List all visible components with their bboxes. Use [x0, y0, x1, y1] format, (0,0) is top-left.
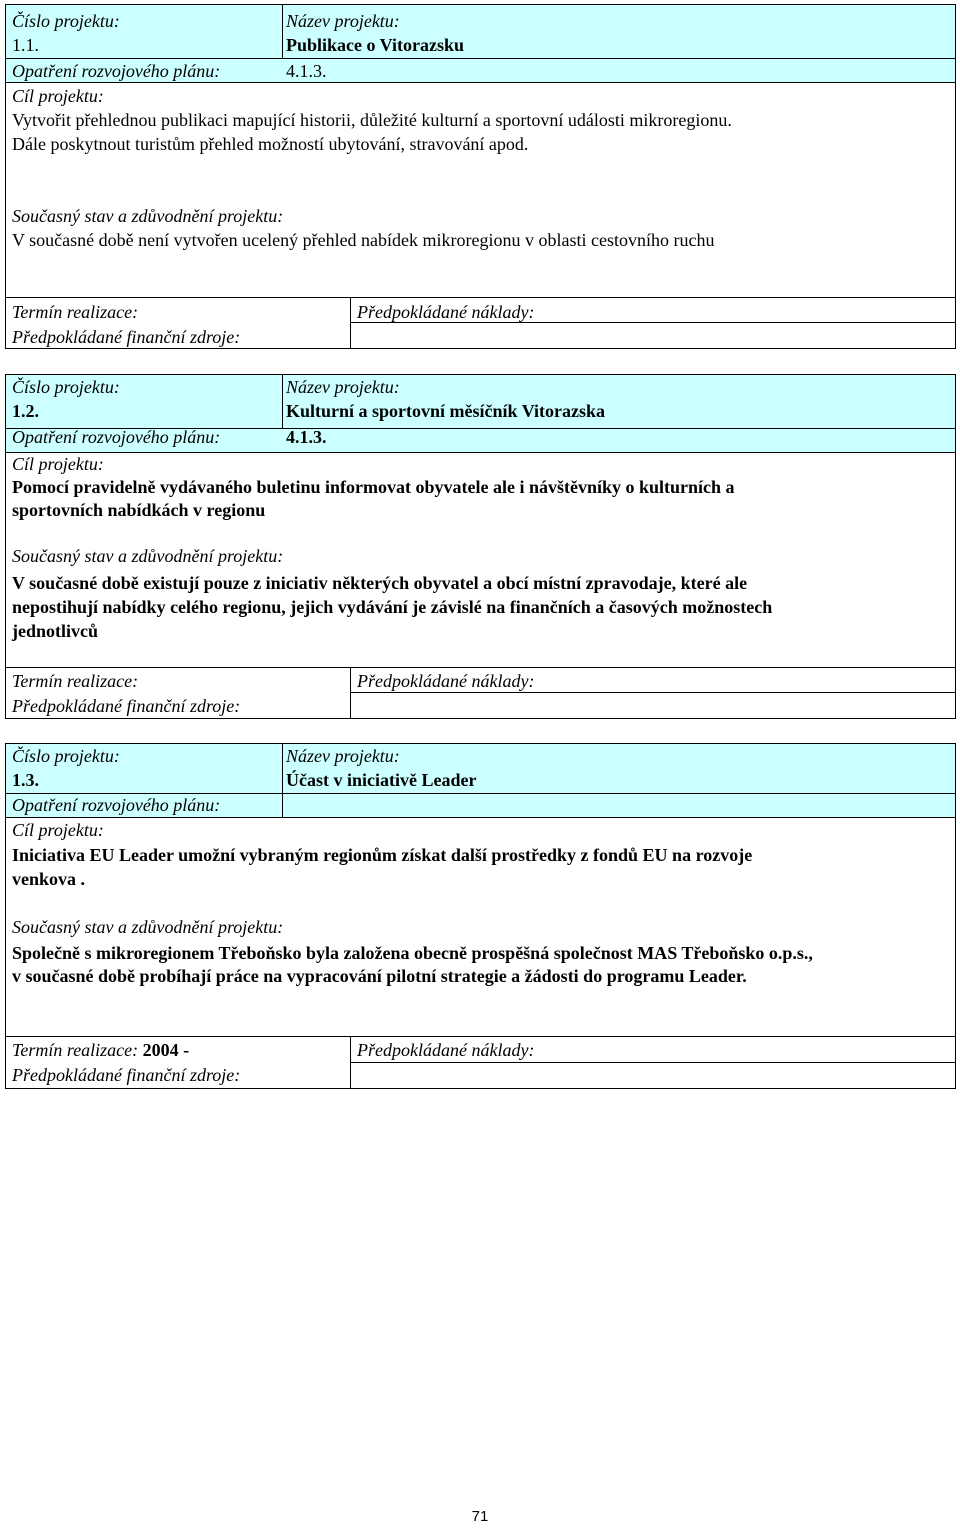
label-project-number: Číslo projektu:: [12, 746, 120, 766]
label-funding: Předpokládané finanční zdroje:: [12, 327, 241, 347]
label-state: Současný stav a zdůvodnění projektu:: [12, 206, 284, 226]
state-line: v současné době probíhají práce na vypracování pilotní strategie a žádosti do programu Leader.: [12, 966, 747, 986]
project-number: 1.3.: [12, 770, 39, 790]
state-line: nepostihují nabídky celého regionu, jejich vydávání je závislé na finančních a časových možnostech: [12, 597, 773, 617]
label-costs: Předpokládané náklady:: [357, 671, 535, 691]
label-project-number: Číslo projektu:: [12, 377, 120, 397]
label-goal: Cíl projektu:: [12, 86, 104, 106]
project-card-2: [5, 374, 956, 719]
label-measure: Opatření rozvojového plánu:: [12, 427, 221, 447]
state-line: jednotlivců: [12, 621, 99, 641]
project-name: Účast v iniciativě Leader: [286, 770, 477, 790]
project-name: Kulturní a sportovní měsíčník Vitorazska: [286, 401, 606, 421]
goal-line: Pomocí pravidelně vydávaného buletinu informovat obyvatele ale i návštěvníky o kulturních a: [12, 477, 735, 497]
label-costs: Předpokládané náklady:: [357, 1040, 535, 1060]
page-number: 71: [471, 1508, 489, 1525]
label-goal: Cíl projektu:: [12, 820, 104, 840]
project-card-3: [5, 743, 956, 1089]
project-name: Publikace o Vitorazsku: [286, 35, 465, 55]
label-costs: Předpokládané náklady:: [357, 302, 535, 322]
label-term: Termín realizace:: [12, 1040, 139, 1060]
measure-value: 4.1.3.: [286, 427, 327, 447]
label-term: Termín realizace:: [12, 302, 139, 322]
label-measure: Opatření rozvojového plánu:: [12, 61, 221, 81]
term-row: [12, 1038, 189, 1062]
label-measure: Opatření rozvojového plánu:: [12, 795, 221, 815]
state-line: V současné době není vytvořen ucelený přehled nabídek mikroregionu v oblasti cestovního ruchu: [12, 230, 715, 250]
label-project-number: Číslo projektu:: [12, 11, 120, 31]
label-state: Současný stav a zdůvodnění projektu:: [12, 917, 284, 937]
measure-value: 4.1.3.: [286, 61, 327, 81]
label-term: Termín realizace:: [12, 671, 139, 691]
state-line: Společně s mikroregionem Třeboňsko byla založena obecně prospěšná společnost MAS Třeboňsko o.p.s.,: [12, 943, 813, 963]
project-card-1: [5, 4, 956, 349]
goal-line: Vytvořit přehlednou publikaci mapující historii, důležité kulturní a sportovní události mikroregionu.: [12, 110, 732, 130]
label-state: Současný stav a zdůvodnění projektu:: [12, 546, 284, 566]
label-funding: Předpokládané finanční zdroje:: [12, 1065, 241, 1085]
goal-line: venkova .: [12, 869, 86, 889]
label-project-name: Název projektu:: [286, 377, 400, 397]
term-value: 2004 -: [142, 1040, 190, 1060]
goal-line: Iniciativa EU Leader umožní vybraným regionům získat další prostředky z fondů EU na rozvoje: [12, 845, 753, 865]
goal-line: Dále poskytnout turistům přehled možností ubytování, stravování apod.: [12, 134, 529, 154]
project-number: 1.1.: [12, 35, 39, 55]
label-project-name: Název projektu:: [286, 11, 400, 31]
label-goal: Cíl projektu:: [12, 454, 104, 474]
state-line: V současné době existují pouze z iniciativ některých obyvatel a obcí místní zpravodaje, které ale: [12, 573, 748, 593]
goal-line: sportovních nabídkách v regionu: [12, 500, 266, 520]
label-funding: Předpokládané finanční zdroje:: [12, 696, 241, 716]
project-number: 1.2.: [12, 401, 39, 421]
label-project-name: Název projektu:: [286, 746, 400, 766]
